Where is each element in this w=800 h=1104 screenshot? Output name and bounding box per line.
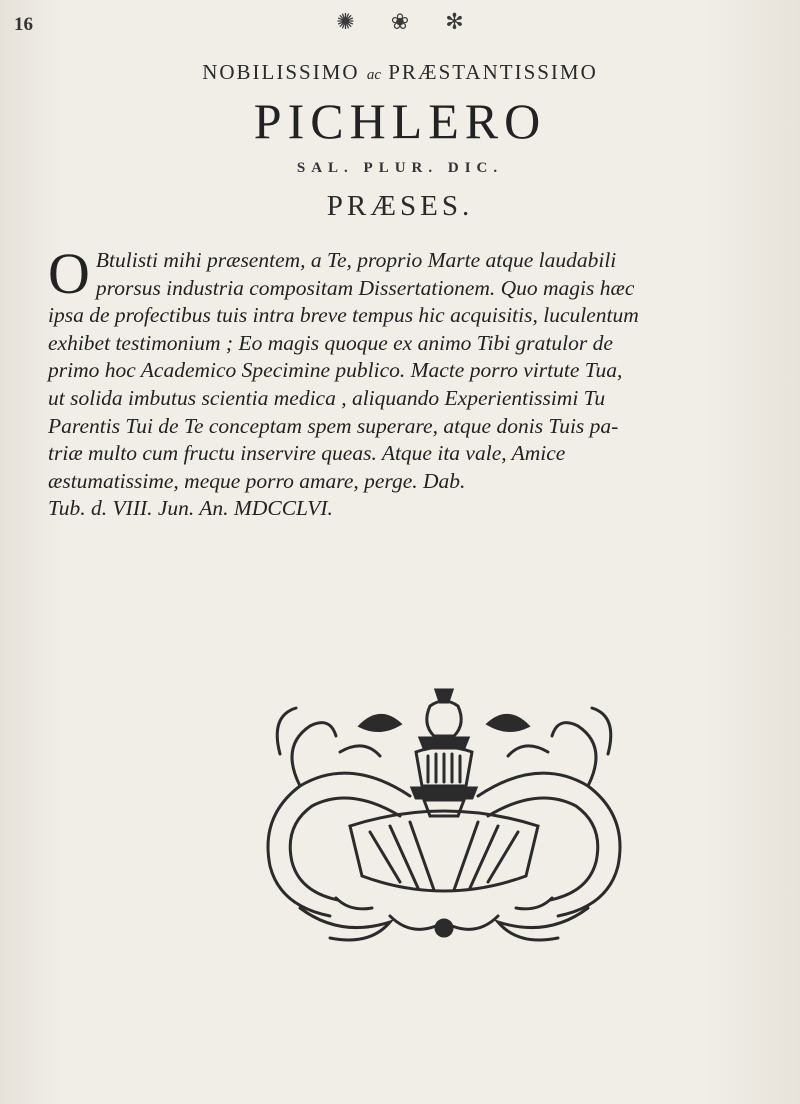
body-line: æstumatissime, meque porro amare, perge. Dab.	[48, 468, 466, 493]
ornament-left-icon: ✺	[336, 10, 355, 35]
letter-body	[48, 241, 768, 523]
body-line: prorsus industria compositam Dissertationem. Quo magis hæc	[95, 275, 635, 300]
drop-cap: O	[48, 241, 90, 306]
page-number: 16	[14, 14, 33, 35]
floral-vase-ornament-icon	[240, 676, 648, 950]
recipient-name: PICHLERO	[253, 93, 547, 149]
body-line: ut solida imbutus scientia medica , aliquando Experientissimi Tu	[48, 385, 606, 410]
body-line: Parentis Tui de Te conceptam spem superare, atque donis Tuis pa-	[48, 413, 619, 438]
dedication-part2: PRÆSTANTISSIMO	[388, 60, 598, 84]
ornament-center-icon: ❀	[390, 10, 410, 35]
body-line: Tub. d. VIII. Jun. An. MDCCLVI.	[48, 496, 333, 521]
dedication-line	[0, 60, 800, 85]
body-line: exhibet testimonium ; Eo magis quoque ex animo Tibi gratulor de	[48, 330, 613, 355]
body-line: Btulisti mihi præsentem, a Te, proprio Marte atque laudabili	[95, 248, 617, 272]
ornament-right-icon: ✻	[445, 10, 464, 35]
dedication-part1: NOBILISSIMO	[202, 60, 360, 84]
praeses-heading: PRÆSES.	[326, 190, 474, 222]
dedication-connector: ac	[366, 67, 381, 83]
salutation: SAL. PLUR. DIC.	[296, 160, 504, 176]
body-line: ipsa de profectibus tuis intra breve tempus hic acquisitis, luculentum	[48, 303, 639, 328]
body-line: primo hoc Academico Specimine publico. Macte porro virtute Tua,	[48, 358, 623, 383]
body-line: triæ multo cum fructu inservire queas. Atque ita vale, Amice	[48, 441, 566, 466]
header-ornaments	[0, 10, 800, 35]
